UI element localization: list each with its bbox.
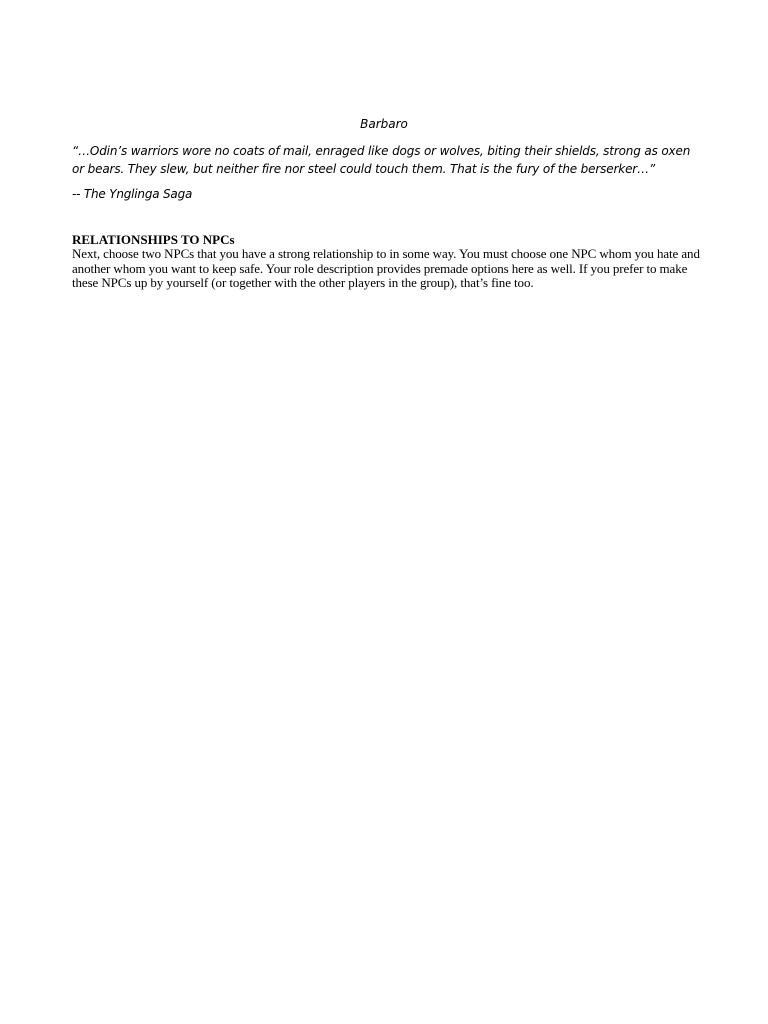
section-body: Next, choose two NPCs that you have a strong relationship to in some way. You must choose one NPC whom you hate and another whom you want to keep safe. Your role description provides premade options here as well. If you prefer to make these NPCs up by yourself (or together with the other players in the group), that’s fine too.	[72, 246, 700, 290]
epigraph-quote: “…Odin’s warriors wore no coats of mail, enraged like dogs or wolves, biting their shields, strong as oxen or bears. They slew, but neither fire nor steel could touch them. That is the fury of the berserker…”	[72, 144, 691, 176]
epigraph-attribution: -- The Ynglinga Saga	[72, 187, 193, 201]
section-heading: RELATIONSHIPS TO NPCs	[72, 232, 235, 247]
document-title: Barbaro	[360, 117, 408, 131]
